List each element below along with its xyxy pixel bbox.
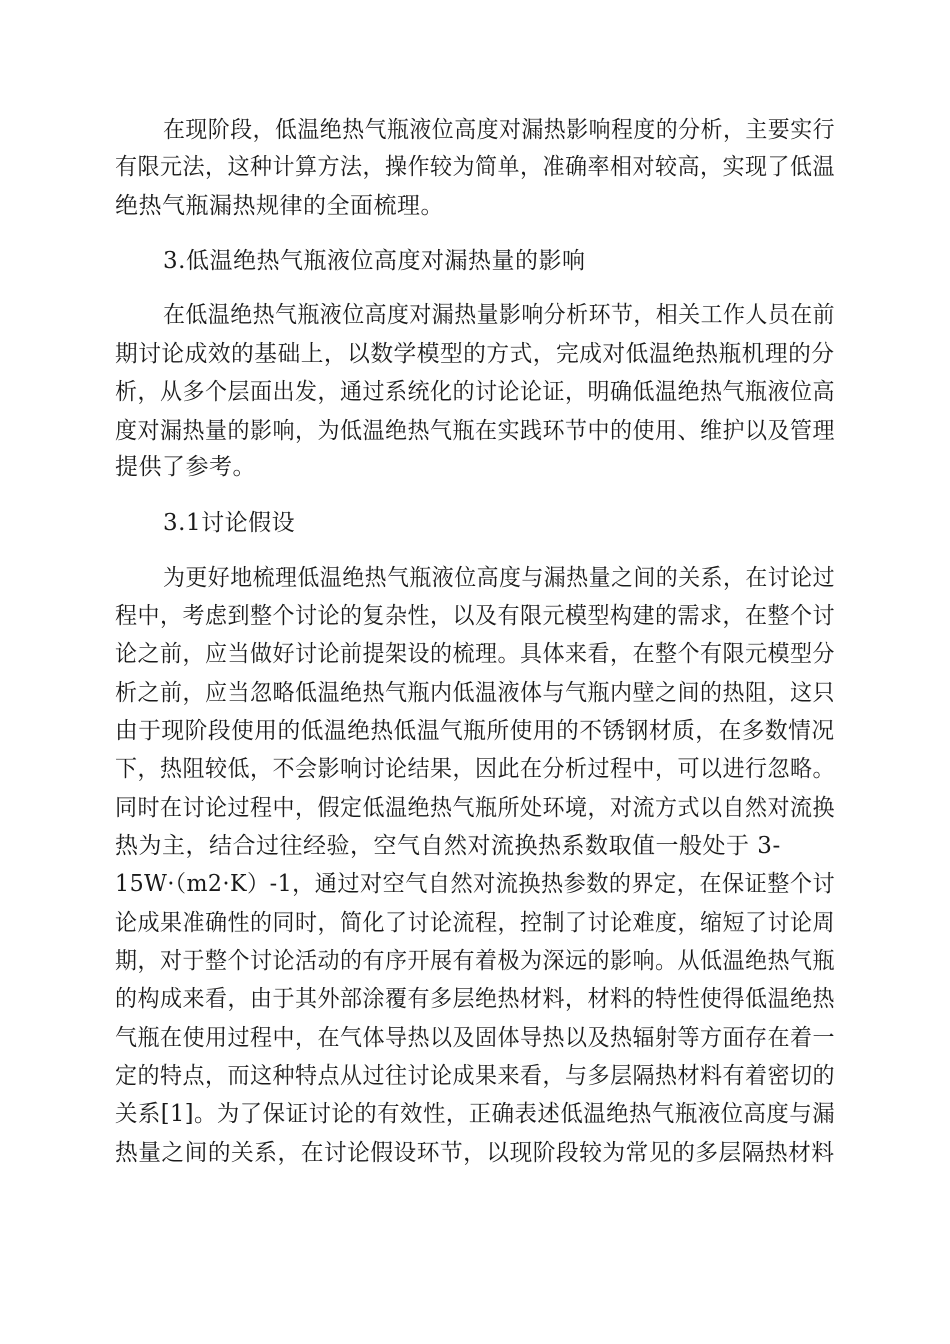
- paragraph-3-line-10: 论成果准确性的同时，简化了讨论流程，控制了讨论难度，缩短了讨论周: [115, 910, 835, 936]
- paragraph-1-line-3: 绝热气瓶漏热规律的全面梳理。: [115, 193, 444, 219]
- paragraph-2-line-2: 期讨论成效的基础上，以数学模型的方式，完成对低温绝热瓶机理的分: [115, 341, 835, 367]
- paragraph-3-line-5: 由于现阶段使用的低温绝热低温气瓶所使用的不锈钢材质，在多数情况: [115, 718, 835, 744]
- paragraph-3-line-16: 热量之间的关系，在讨论假设环节，以现阶段较为常见的多层隔热材料: [115, 1140, 835, 1166]
- paragraph-3-line-12: 的构成来看，由于其外部涂覆有多层绝热材料，材料的特性使得低温绝热: [115, 986, 835, 1012]
- paragraph-3-line-4: 析之前，应当忽略低温绝热气瓶内低温液体与气瓶内壁之间的热阻，这只: [115, 680, 835, 706]
- paragraph-2-line-3: 析，从多个层面出发，通过系统化的讨论论证，明确低温绝热气瓶液位高: [115, 379, 835, 405]
- paragraph-3-line-11: 期，对于整个讨论活动的有序开展有着极为深远的影响。从低温绝热气瓶: [115, 948, 835, 974]
- paragraph-3-line-7: 同时在讨论过程中，假定低温绝热气瓶所处环境，对流方式以自然对流换: [115, 795, 835, 821]
- paragraph-1-line-2: 有限元法，这种计算方法，操作较为简单，准确率相对较高，实现了低温: [115, 154, 835, 180]
- paragraph-3-line-8: 热为主，结合过往经验，空气自然对流换热系数取值一般处于 3-: [115, 833, 781, 859]
- paragraph-2-line-4: 度对漏热量的影响，为低温绝热气瓶在实践环节中的使用、维护以及管理: [115, 418, 835, 444]
- paragraph-3-line-1: 为更好地梳理低温绝热气瓶液位高度与漏热量之间的关系，在讨论过: [163, 565, 836, 591]
- section-heading-3-1: 3.1讨论假设: [163, 510, 296, 536]
- paragraph-3-line-9: 15W·（m2·K）-1，通过对空气自然对流换热参数的界定，在保证整个讨: [115, 871, 836, 897]
- paragraph-3-line-3: 论之前，应当做好讨论前提架设的梳理。具体来看，在整个有限元模型分: [115, 641, 835, 667]
- paragraph-3-line-15: 关系[1]。为了保证讨论的有效性，正确表述低温绝热气瓶液位高度与漏: [115, 1101, 836, 1127]
- paragraph-3-line-14: 定的特点，而这种特点从过往讨论成果来看，与多层隔热材料有着密切的: [115, 1063, 835, 1089]
- paragraph-2-line-1: 在低温绝热气瓶液位高度对漏热量影响分析环节，相关工作人员在前: [163, 302, 836, 328]
- paragraph-3-line-6: 下，热阻较低，不会影响讨论结果，因此在分析过程中，可以进行忽略。: [115, 756, 835, 782]
- paragraph-1-line-1: 在现阶段，低温绝热气瓶液位高度对漏热影响程度的分析，主要实行: [163, 117, 836, 143]
- paragraph-2-line-5: 提供了参考。: [115, 454, 256, 480]
- section-heading-3: 3.低温绝热气瓶液位高度对漏热量的影响: [163, 248, 586, 274]
- paragraph-3-line-2: 程中，考虑到整个讨论的复杂性，以及有限元模型构建的需求，在整个讨: [115, 603, 835, 629]
- paragraph-3-line-13: 气瓶在使用过程中，在气体导热以及固体导热以及热辐射等方面存在着一: [115, 1025, 835, 1051]
